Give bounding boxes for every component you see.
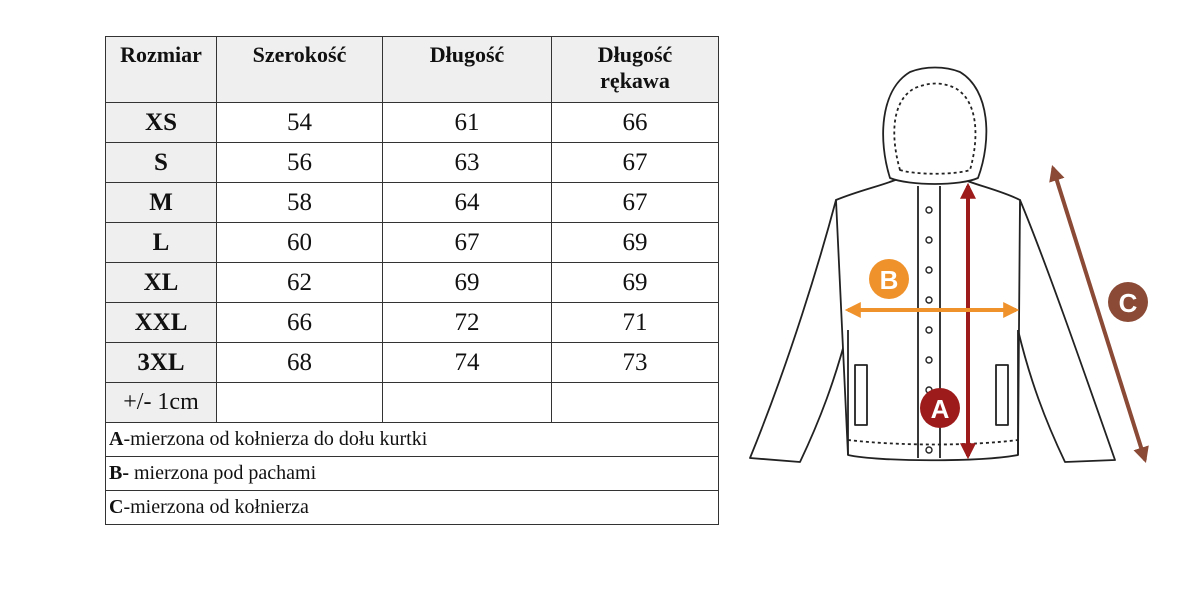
note-b-key: B- (109, 462, 129, 484)
label-b: B (879, 265, 899, 295)
note-b (106, 457, 719, 491)
label-c-badge (1108, 282, 1148, 322)
empty-cell (383, 383, 552, 423)
label-a: A (930, 394, 950, 424)
size-cell: XS (106, 103, 217, 143)
table-row (106, 103, 719, 143)
table-row (106, 263, 719, 303)
length-cell: 67 (383, 223, 552, 263)
note-a-key: A (109, 428, 124, 450)
sleeve-cell: 71 (552, 303, 719, 343)
width-cell: 56 (217, 143, 383, 183)
label-a-badge (920, 388, 960, 428)
table-row (106, 223, 719, 263)
length-cell: 72 (383, 303, 552, 343)
length-cell: 63 (383, 143, 552, 183)
width-cell: 60 (217, 223, 383, 263)
length-cell: 64 (383, 183, 552, 223)
width-cell: 68 (217, 343, 383, 383)
sleeve-cell: 67 (552, 143, 719, 183)
sleeve-cell: 66 (552, 103, 719, 143)
length-cell: 74 (383, 343, 552, 383)
tolerance-row (106, 383, 719, 423)
width-cell: 58 (217, 183, 383, 223)
label-c: C (1118, 288, 1138, 318)
note-a (106, 423, 719, 457)
size-cell: XXL (106, 303, 217, 343)
note-c (106, 491, 719, 525)
note-row-c (106, 491, 719, 525)
tolerance-cell: +/- 1cm (106, 383, 217, 423)
size-cell: 3XL (106, 343, 217, 383)
size-cell: S (106, 143, 217, 183)
header-width: Szerokość (217, 37, 383, 103)
width-cell: 66 (217, 303, 383, 343)
note-b-text: mierzona pod pachami (129, 462, 317, 484)
empty-cell (552, 383, 719, 423)
note-row-b (106, 457, 719, 491)
note-c-text: -mierzona od kołnierza (123, 496, 309, 518)
sleeve-cell: 69 (552, 223, 719, 263)
header-length: Długość (383, 37, 552, 103)
sleeve-cell: 69 (552, 263, 719, 303)
header-sleeve-label: Długość rękawa (597, 42, 673, 93)
empty-cell (217, 383, 383, 423)
length-cell: 61 (383, 103, 552, 143)
width-cell: 62 (217, 263, 383, 303)
size-cell: L (106, 223, 217, 263)
sleeve-cell: 67 (552, 183, 719, 223)
header-size: Rozmiar (106, 37, 217, 103)
table-row (106, 183, 719, 223)
width-cell: 54 (217, 103, 383, 143)
note-a-text: -mierzona od kołnierza do dołu kurtki (123, 428, 428, 450)
table-row (106, 303, 719, 343)
label-b-badge (869, 259, 909, 299)
table-header-row (106, 37, 719, 103)
note-c-key: C (109, 496, 124, 518)
header-sleeve (552, 37, 719, 103)
table-row (106, 143, 719, 183)
length-cell: 69 (383, 263, 552, 303)
size-cell: M (106, 183, 217, 223)
size-cell: XL (106, 263, 217, 303)
table-row (106, 343, 719, 383)
jacket-diagram (745, 62, 1165, 472)
note-row-a (106, 423, 719, 457)
size-table (105, 36, 719, 525)
sleeve-cell: 73 (552, 343, 719, 383)
